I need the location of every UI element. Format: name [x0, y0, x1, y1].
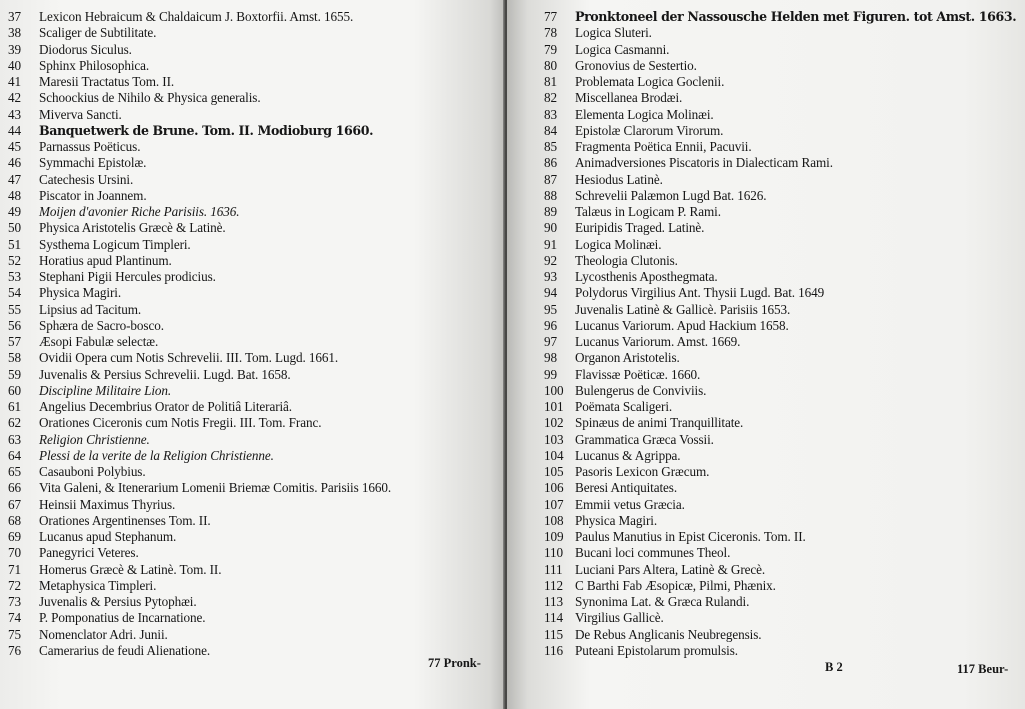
catalog-entry [8, 58, 498, 74]
catalog-entry [8, 578, 498, 594]
catalog-entry [8, 172, 498, 188]
entry-title: Organon Aristotelis. [575, 350, 680, 366]
entry-title: Lucanus Variorum. Amst. 1669. [575, 334, 741, 349]
entry-title: Animadversiones Piscatoris in Dialecticam Rami. [575, 155, 833, 171]
entry-number: 90 [544, 220, 557, 236]
catalog-entry [544, 9, 1024, 25]
catalog-entry [8, 562, 498, 578]
left-page [0, 0, 505, 709]
catalog-entry [544, 334, 1024, 350]
entry-number: 97 [544, 334, 557, 349]
catalog-entry [544, 383, 1024, 399]
entry-title: Epistolæ Clarorum Virorum. [575, 122, 724, 138]
entry-number: 106 [544, 480, 564, 496]
catalog-entry [544, 643, 1024, 659]
entry-number: 98 [544, 350, 557, 366]
entry-title: Grammatica Græca Vossii. [575, 431, 714, 447]
entry-number: 88 [544, 187, 557, 203]
entry-title: Schoockius de Nihilo & Physica generalis. [39, 90, 261, 106]
catalog-entry [544, 188, 1024, 204]
entry-number: 92 [544, 252, 557, 268]
entry-number: 105 [544, 464, 564, 479]
entry-number: 109 [544, 529, 564, 544]
catalog-entry [8, 627, 498, 643]
entry-title: Theologia Clutonis. [575, 252, 678, 268]
entry-title: Bucani loci communes Theol. [575, 545, 731, 561]
entry-title: Juvenalis Latinè & Gallicè. Parisiis 1653. [575, 301, 791, 317]
catalog-entry [544, 464, 1024, 480]
catalog-entry [544, 610, 1024, 626]
catalog-entry [8, 204, 498, 220]
entry-title: Orationes Ciceronis cum Notis Fregii. III. Tom. Franc. [39, 415, 322, 431]
entry-number: 89 [544, 204, 557, 219]
entry-title: Miverva Sancti. [39, 106, 122, 122]
entry-number: 64 [8, 447, 21, 463]
entry-number: 94 [544, 285, 557, 301]
entry-number: 77 [544, 9, 557, 24]
entry-number: 112 [544, 577, 563, 593]
entry-number: 54 [8, 285, 21, 301]
catalog-entry [544, 627, 1024, 643]
entry-number: 40 [8, 57, 21, 73]
entry-number: 83 [544, 106, 557, 122]
catalog-entry [544, 74, 1024, 90]
entry-number: 47 [8, 171, 21, 187]
entry-title: Hesiodus Latinè. [575, 171, 663, 187]
entry-title: Problemata Logica Goclenii. [575, 74, 725, 89]
entry-title: Scaliger de Subtilitate. [39, 25, 157, 41]
catalog-entry [544, 139, 1024, 155]
entry-number: 63 [8, 431, 21, 447]
catalog-entry [544, 42, 1024, 58]
entry-number: 81 [544, 74, 557, 89]
entry-title: Beresi Antiquitates. [575, 480, 678, 496]
catalog-entry [8, 432, 498, 448]
catalog-entry [8, 383, 498, 399]
entry-title: Logica Casmanni. [575, 41, 670, 57]
entry-title: Pasoris Lexicon Græcum. [575, 464, 710, 479]
entry-number: 101 [544, 399, 564, 414]
entry-number: 60 [8, 382, 21, 398]
entry-title: Luciani Pars Altera, Latinè & Grecè. [575, 561, 766, 577]
entry-number: 99 [544, 366, 557, 382]
catalog-entry [544, 90, 1024, 106]
entry-title: Puteani Epistolarum promulsis. [575, 642, 738, 658]
entry-title: Plessi de la verite de la Religion Christienne. [39, 447, 274, 463]
entry-number: 115 [544, 626, 563, 642]
entry-number: 91 [544, 236, 557, 252]
entry-number: 107 [544, 496, 564, 512]
catalog-entry [8, 367, 498, 383]
entry-number: 73 [8, 594, 21, 609]
entry-number: 52 [8, 252, 21, 268]
entry-number: 116 [544, 642, 563, 658]
catalog-entry [8, 448, 498, 464]
entry-title: Homerus Græcè & Latinè. Tom. II. [39, 561, 222, 577]
entry-number: 100 [544, 382, 564, 398]
left-entry-list [8, 9, 498, 659]
catalog-entry [8, 464, 498, 480]
entry-title: Nomenclator Adri. Junii. [39, 626, 168, 642]
catalog-entry [8, 9, 498, 25]
entry-number: 37 [8, 9, 21, 24]
entry-number: 104 [544, 447, 564, 463]
entry-number: 75 [8, 626, 21, 642]
entry-number: 45 [8, 139, 21, 154]
entry-title: Vita Galeni, & Itenerarium Lomenii Briemæ Comitis. Parisiis 1660. [39, 480, 392, 496]
catalog-entry [544, 318, 1024, 334]
entry-number: 70 [8, 545, 21, 561]
entry-title: P. Pomponatius de Incarnatione. [39, 610, 206, 626]
entry-title: Lucanus Variorum. Apud Hackium 1658. [575, 317, 789, 333]
entry-number: 50 [8, 220, 21, 236]
catalog-entry [544, 545, 1024, 561]
catalog-entry [544, 253, 1024, 269]
entry-number: 43 [8, 106, 21, 122]
entry-title: Poëmata Scaligeri. [575, 399, 673, 414]
catalog-entry [544, 578, 1024, 594]
catalog-entry [544, 155, 1024, 171]
entry-title: Moijen d'avonier Riche Parisiis. 1636. [39, 204, 240, 219]
catalog-entry [8, 123, 498, 139]
catalog-entry [8, 139, 498, 155]
entry-number: 65 [8, 464, 21, 479]
entry-title: Fragmenta Poëtica Ennii, Pacuvii. [575, 139, 752, 154]
entry-title: Emmii vetus Græcia. [575, 496, 685, 512]
catalog-entry [544, 123, 1024, 139]
entry-title: Religion Christienne. [39, 431, 150, 447]
entry-number: 51 [8, 236, 21, 252]
catalog-entry [544, 220, 1024, 236]
entry-title: Paulus Manutius in Epist Ciceronis. Tom. II. [575, 529, 806, 544]
catalog-entry [544, 302, 1024, 318]
entry-title: Bulengerus de Conviviis. [575, 382, 707, 398]
catalog-entry [544, 350, 1024, 366]
entry-title: Systhema Logicum Timpleri. [39, 236, 191, 252]
entry-title: Flavissæ Poëticæ. 1660. [575, 366, 701, 382]
catalog-entry [544, 529, 1024, 545]
entry-title: Schrevelii Palæmon Lugd Bat. 1626. [575, 187, 767, 203]
catalog-entry [8, 107, 498, 123]
entry-title: Orationes Argentinenses Tom. II. [39, 512, 211, 528]
catalog-entry [544, 204, 1024, 220]
catalog-entry [544, 367, 1024, 383]
catalog-entry [8, 399, 498, 415]
entry-title: Maresii Tractatus Tom. II. [39, 74, 175, 89]
entry-title: Metaphysica Timpleri. [39, 577, 157, 593]
entry-number: 95 [544, 301, 557, 317]
entry-number: 61 [8, 399, 21, 414]
catalog-entry [8, 545, 498, 561]
catalog-entry [8, 42, 498, 58]
catalog-entry [8, 269, 498, 285]
entry-number: 80 [544, 57, 557, 73]
entry-number: 87 [544, 171, 557, 187]
entry-number: 103 [544, 431, 564, 447]
entry-title: Sphæra de Sacro-bosco. [39, 317, 164, 333]
entry-number: 79 [544, 41, 557, 57]
entry-number: 41 [8, 74, 21, 89]
entry-number: 56 [8, 317, 21, 333]
catalog-entry [544, 594, 1024, 610]
entry-title: Physica Magiri. [575, 512, 658, 528]
catalog-entry [8, 237, 498, 253]
entry-title: Parnassus Poëticus. [39, 139, 141, 154]
entry-title: Heinsii Maximus Thyrius. [39, 496, 176, 512]
right-page [507, 0, 1025, 709]
entry-number: 66 [8, 480, 21, 496]
catalog-entry [8, 318, 498, 334]
entry-title: Ovidii Opera cum Notis Schrevelii. III. Tom. Lugd. 1661. [39, 350, 339, 366]
entry-number: 85 [544, 139, 557, 154]
entry-number: 42 [8, 90, 21, 106]
catalog-entry [544, 448, 1024, 464]
entry-number: 48 [8, 187, 21, 203]
catalog-entry [8, 155, 498, 171]
entry-title: Casauboni Polybius. [39, 464, 146, 479]
entry-number: 44 [8, 122, 21, 138]
entry-title: Elementa Logica Molinæi. [575, 106, 714, 122]
entry-title: Polydorus Virgilius Ant. Thysii Lugd. Bat. 1649 [575, 285, 825, 301]
entry-number: 113 [544, 594, 563, 609]
entry-title: Piscator in Joannem. [39, 187, 147, 203]
catalog-entry [8, 415, 498, 431]
entry-number: 111 [544, 561, 563, 577]
entry-title: Gronovius de Sestertio. [575, 57, 697, 73]
entry-title: Logica Sluteri. [575, 25, 652, 41]
entry-title: Virgilius Gallicè. [575, 610, 664, 626]
entry-title: Physica Aristotelis Græcè & Latinè. [39, 220, 226, 236]
catalog-entry [8, 188, 498, 204]
catalog-entry [8, 497, 498, 513]
entry-title: Pronktoneel der Nassousche Helden met Figuren. tot Amst. 1663. [575, 9, 1017, 24]
signature-mark: B 2 [825, 660, 843, 674]
entry-number: 110 [544, 545, 563, 561]
entry-number: 69 [8, 529, 21, 544]
catalog-entry [544, 58, 1024, 74]
entry-title: Discipline Militaire Lion. [39, 382, 172, 398]
catalog-entry [544, 269, 1024, 285]
entry-title: Lucanus apud Stephanum. [39, 529, 177, 544]
entry-title: Symmachi Epistolæ. [39, 155, 147, 171]
entry-number: 38 [8, 25, 21, 41]
entry-number: 72 [8, 577, 21, 593]
catalog-entry [544, 497, 1024, 513]
entry-number: 46 [8, 155, 21, 171]
entry-title: Physica Magiri. [39, 285, 122, 301]
catalog-entry [544, 432, 1024, 448]
entry-number: 57 [8, 334, 21, 349]
catalog-entry [544, 25, 1024, 41]
entry-title: Sphinx Philosophica. [39, 57, 150, 73]
entry-title: Horatius apud Plantinum. [39, 252, 172, 268]
entry-title: Panegyrici Veteres. [39, 545, 139, 561]
catalog-entry [8, 334, 498, 350]
entry-title: Spinæus de animi Tranquillitate. [575, 415, 744, 431]
right-catchword: 117 Beur- [957, 662, 1009, 676]
catalog-entry [8, 643, 498, 659]
entry-number: 53 [8, 269, 21, 284]
entry-number: 39 [8, 41, 21, 57]
entry-number: 102 [544, 415, 564, 431]
left-catchword: 77 Pronk- [428, 656, 481, 670]
catalog-entry [8, 90, 498, 106]
catalog-entry [8, 25, 498, 41]
entry-number: 78 [544, 25, 557, 41]
catalog-entry [8, 253, 498, 269]
entry-title: Juvenalis & Persius Pytophæi. [39, 594, 197, 609]
entry-title: Lipsius ad Tacitum. [39, 301, 142, 317]
catalog-entry [8, 513, 498, 529]
entry-title: Angelius Decembrius Orator de Politiâ Literariâ. [39, 399, 293, 414]
entry-number: 71 [8, 561, 21, 577]
catalog-entry [544, 562, 1024, 578]
entry-number: 114 [544, 610, 563, 626]
entry-title: Lexicon Hebraicum & Chaldaicum J. Boxtorfii. Amst. 1655. [39, 9, 354, 24]
entry-title: Logica Molinæi. [575, 236, 662, 252]
catalog-entry [544, 399, 1024, 415]
entry-title: De Rebus Anglicanis Neubregensis. [575, 626, 762, 642]
entry-title: Catechesis Ursini. [39, 171, 134, 187]
catalog-entry [544, 513, 1024, 529]
entry-number: 68 [8, 512, 21, 528]
entry-title: C Barthi Fab Æsopicæ, Pilmi, Phænix. [575, 577, 776, 593]
entry-number: 62 [8, 415, 21, 431]
entry-title: Lycosthenis Aposthegmata. [575, 269, 718, 284]
catalog-entry [8, 285, 498, 301]
right-entry-list [544, 9, 1024, 659]
catalog-entry [8, 480, 498, 496]
entry-number: 86 [544, 155, 557, 171]
entry-number: 108 [544, 512, 564, 528]
entry-title: Talæus in Logicam P. Rami. [575, 204, 721, 219]
catalog-entry [544, 107, 1024, 123]
catalog-entry [544, 285, 1024, 301]
entry-title: Lucanus & Agrippa. [575, 447, 681, 463]
entry-title: Diodorus Siculus. [39, 41, 132, 57]
catalog-entry [544, 237, 1024, 253]
catalog-entry [8, 74, 498, 90]
entry-title: Æsopi Fabulæ selectæ. [39, 334, 159, 349]
catalog-entry [8, 594, 498, 610]
catalog-entry [8, 529, 498, 545]
entry-title: Stephani Pigii Hercules prodicius. [39, 269, 216, 284]
entry-number: 59 [8, 366, 21, 382]
catalog-entry [8, 302, 498, 318]
catalog-entry [544, 480, 1024, 496]
catalog-entry [8, 610, 498, 626]
entry-number: 84 [544, 122, 557, 138]
entry-number: 76 [8, 642, 21, 658]
catalog-entry [8, 220, 498, 236]
entry-title: Banquetwerk de Brune. Tom. II. Modioburg 1660. [39, 122, 374, 138]
catalog-entry [8, 350, 498, 366]
entry-number: 82 [544, 90, 557, 106]
entry-title: Synonima Lat. & Græca Rulandi. [575, 594, 750, 609]
entry-title: Miscellanea Brodæi. [575, 90, 683, 106]
catalog-entry [544, 172, 1024, 188]
entry-number: 96 [544, 317, 557, 333]
entry-number: 49 [8, 204, 21, 219]
entry-number: 58 [8, 350, 21, 366]
catalog-entry [544, 415, 1024, 431]
entry-title: Juvenalis & Persius Schrevelii. Lugd. Bat. 1658. [39, 366, 291, 382]
entry-title: Euripidis Traged. Latinè. [575, 220, 705, 236]
entry-number: 55 [8, 301, 21, 317]
entry-number: 74 [8, 610, 21, 626]
entry-title: Camerarius de feudi Alienatione. [39, 642, 211, 658]
entry-number: 93 [544, 269, 557, 284]
entry-number: 67 [8, 496, 21, 512]
